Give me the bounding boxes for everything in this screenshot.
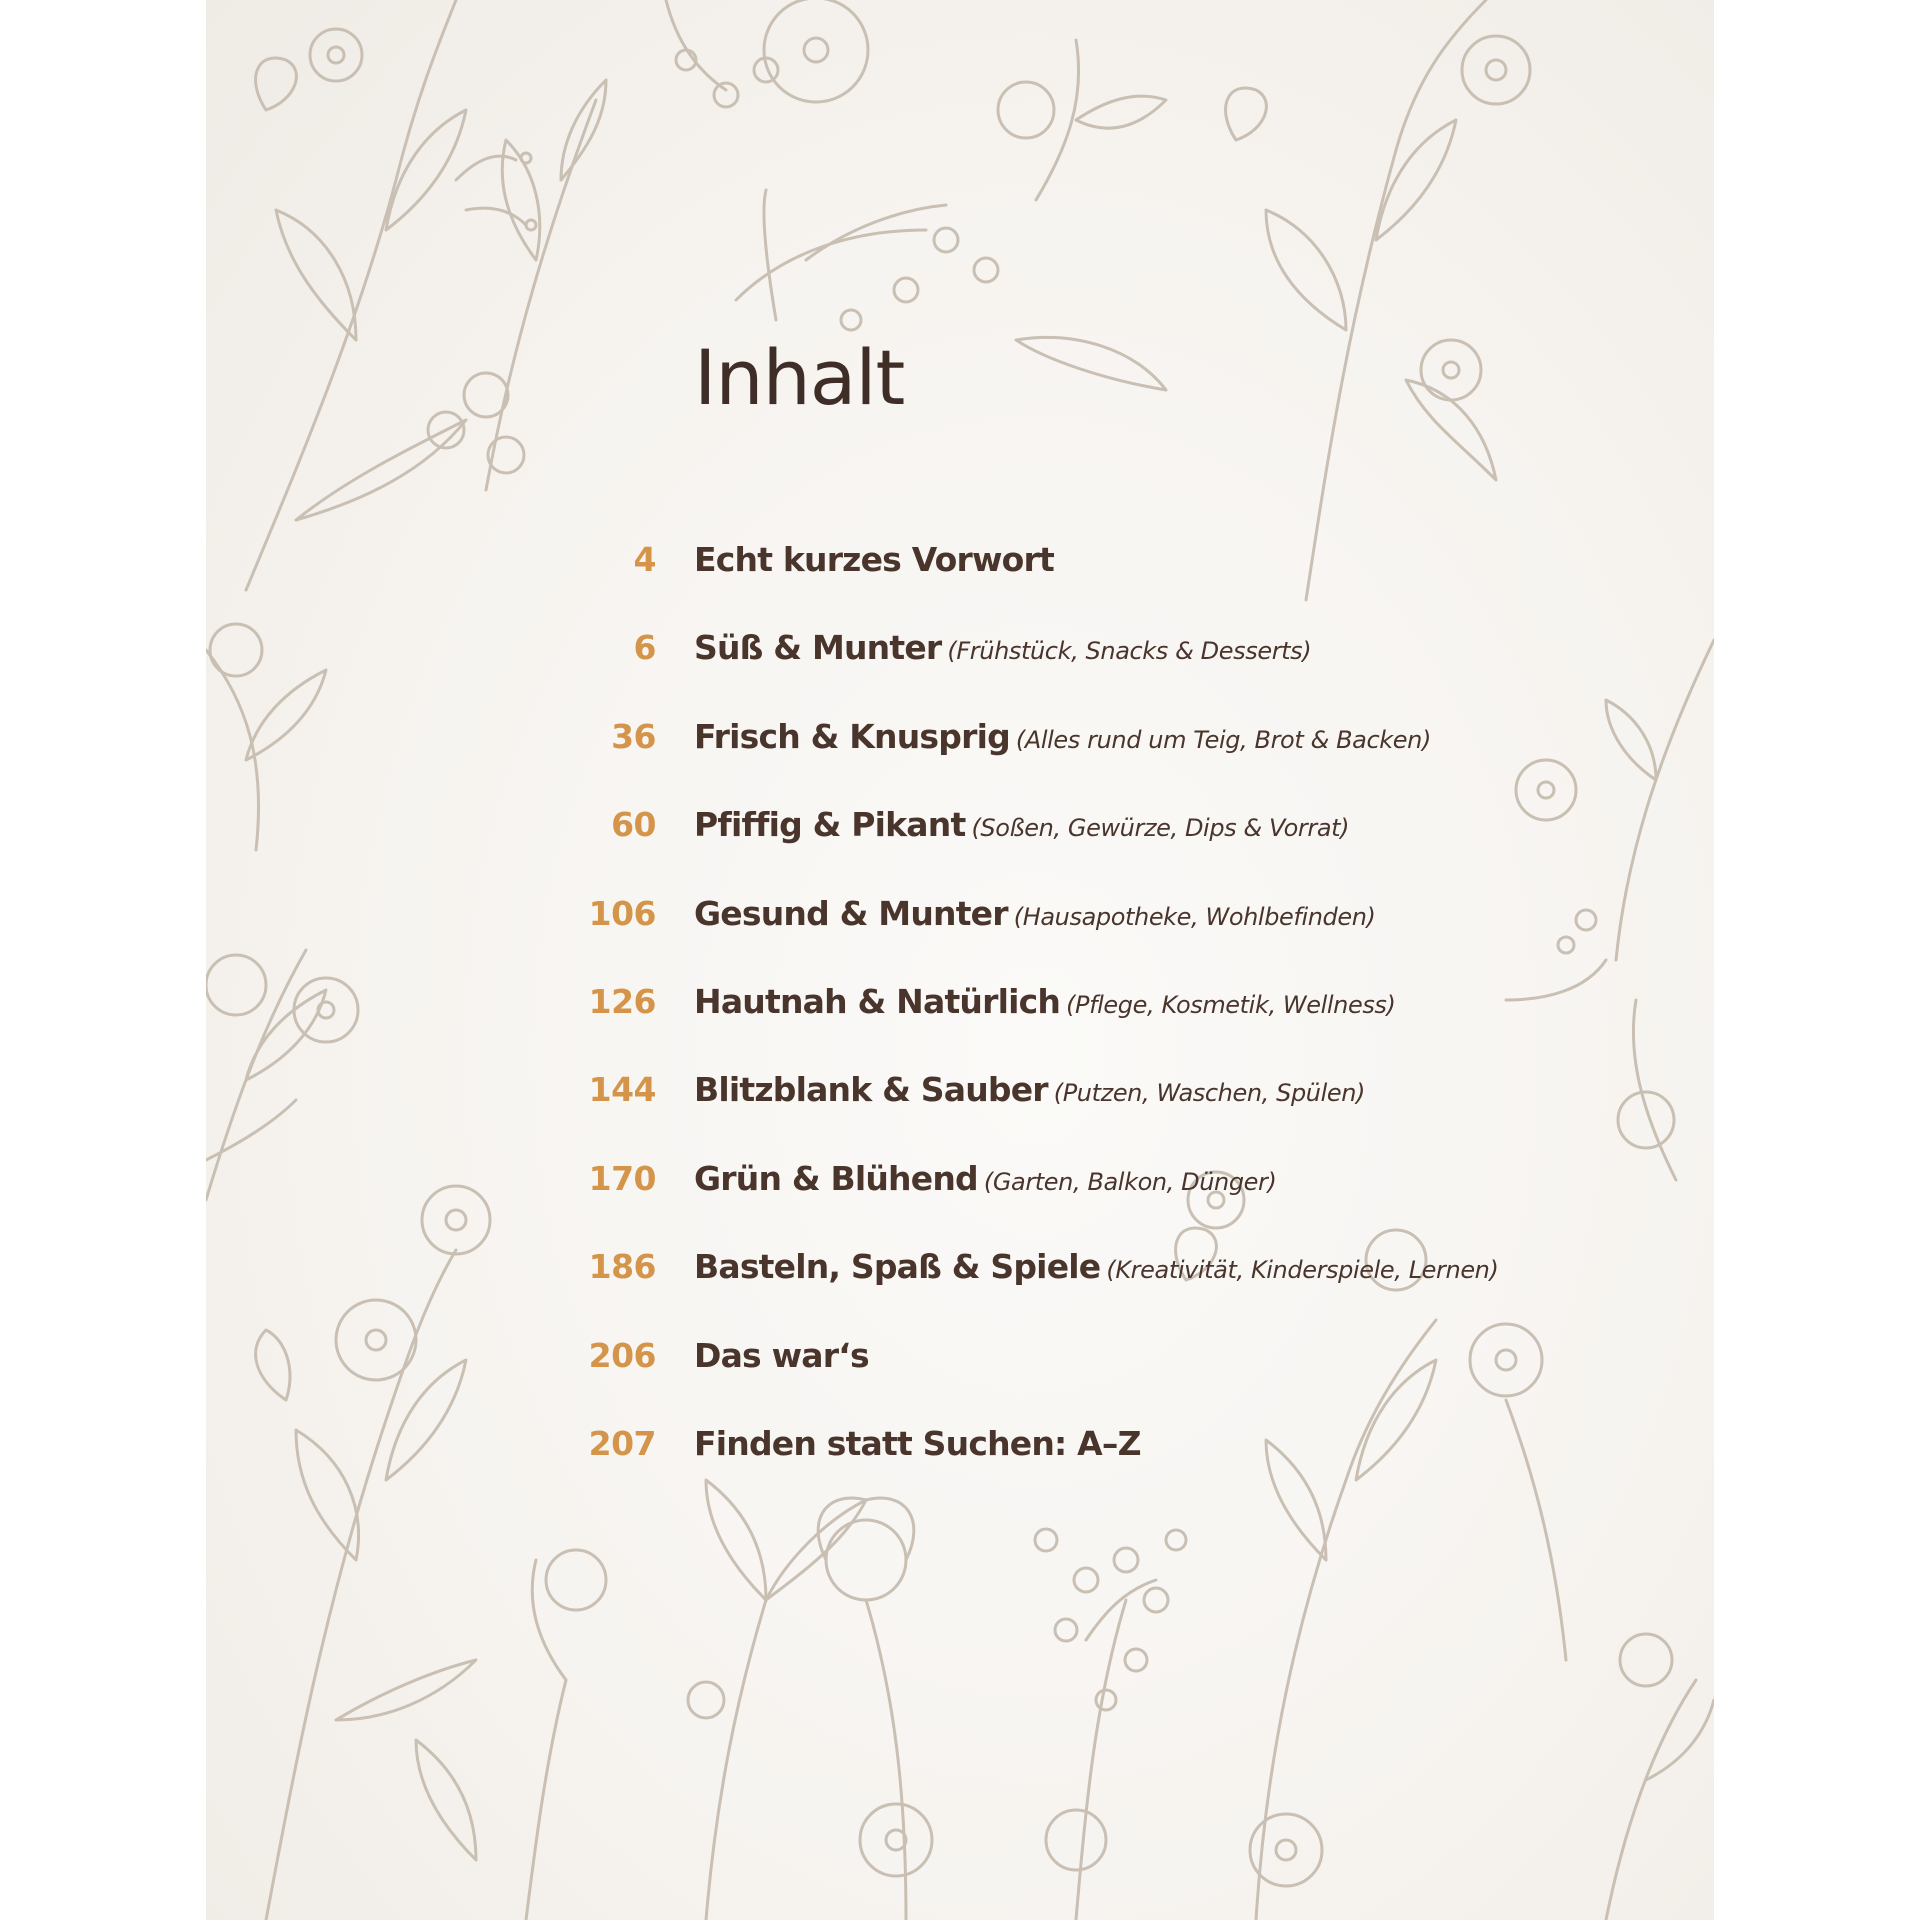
toc-entry-title: Gesund & Munter (694, 893, 1008, 933)
toc-entry-title: Blitzblank & Sauber (694, 1070, 1048, 1110)
toc-entry[interactable] (206, 1326, 1714, 1414)
toc-entry[interactable] (206, 1414, 1714, 1502)
toc-entry[interactable] (206, 707, 1714, 795)
toc-entry-text (694, 805, 1349, 844)
toc-page-number: 126 (588, 981, 656, 1021)
toc-entry[interactable] (206, 530, 1714, 618)
toc-entry-text (694, 894, 1376, 933)
toc-entry[interactable] (206, 1149, 1714, 1237)
toc-page-number: 4 (633, 540, 656, 579)
toc-entry-text (694, 1336, 875, 1375)
toc-entry-text (694, 717, 1431, 756)
toc-entry-title: Finden statt Suchen: A–Z (694, 1423, 1141, 1463)
toc-entry-text (694, 540, 1060, 579)
toc-entry-title: Das war‘s (694, 1335, 869, 1375)
toc-entry[interactable] (206, 618, 1714, 706)
toc-entry[interactable] (206, 1237, 1714, 1325)
book-page (206, 0, 1714, 1920)
toc-entry-title: Grün & Blühend (694, 1158, 978, 1198)
toc-entry-text (694, 982, 1395, 1021)
toc-page-number: 206 (588, 1335, 656, 1375)
toc-entry-subtitle: (Garten, Balkon, Dünger) (983, 1167, 1277, 1196)
toc-entry[interactable] (206, 795, 1714, 883)
toc-page-number: 186 (588, 1247, 656, 1287)
toc-entry-title: Frisch & Knusprig (694, 716, 1010, 756)
toc-page-number: 6 (633, 628, 656, 668)
toc-entry-title: Süß & Munter (694, 628, 942, 668)
toc-entry[interactable] (206, 884, 1714, 972)
toc-entry-subtitle: (Kreativität, Kinderspiele, Lernen) (1106, 1256, 1499, 1285)
toc-entry-title: Pfiffig & Pikant (694, 805, 966, 845)
toc-entry-subtitle: (Pflege, Kosmetik, Wellness) (1066, 990, 1396, 1019)
toc-entry-subtitle: (Frühstück, Snacks & Desserts) (947, 637, 1312, 666)
toc-entry-subtitle: (Soßen, Gewürze, Dips & Vorrat) (971, 814, 1350, 843)
toc-entry[interactable] (206, 1060, 1714, 1148)
toc-entry-text (694, 1247, 1498, 1286)
page-title: Inhalt (694, 333, 905, 422)
table-of-contents (206, 530, 1714, 1502)
toc-page-number: 144 (588, 1070, 656, 1110)
toc-entry-subtitle: (Hausapotheke, Wohlbefinden) (1013, 902, 1376, 931)
toc-page-number: 36 (611, 716, 656, 756)
toc-entry-text (694, 628, 1311, 667)
toc-entry-text (694, 1159, 1276, 1198)
toc-entry-text (694, 1424, 1147, 1463)
toc-page-number: 106 (588, 893, 656, 933)
toc-page-number: 207 (588, 1423, 656, 1463)
toc-entry-title: Echt kurzes Vorwort (694, 540, 1054, 579)
toc-entry-title: Basteln, Spaß & Spiele (694, 1247, 1101, 1287)
toc-entry-subtitle: (Putzen, Waschen, Spülen) (1053, 1079, 1366, 1108)
toc-entry-title: Hautnah & Natürlich (694, 981, 1061, 1021)
toc-entry-text (694, 1070, 1365, 1109)
toc-page-number: 60 (611, 805, 656, 845)
toc-entry-subtitle: (Alles rund um Teig, Brot & Backen) (1015, 725, 1431, 754)
toc-entry[interactable] (206, 972, 1714, 1060)
toc-page-number: 170 (588, 1158, 656, 1198)
